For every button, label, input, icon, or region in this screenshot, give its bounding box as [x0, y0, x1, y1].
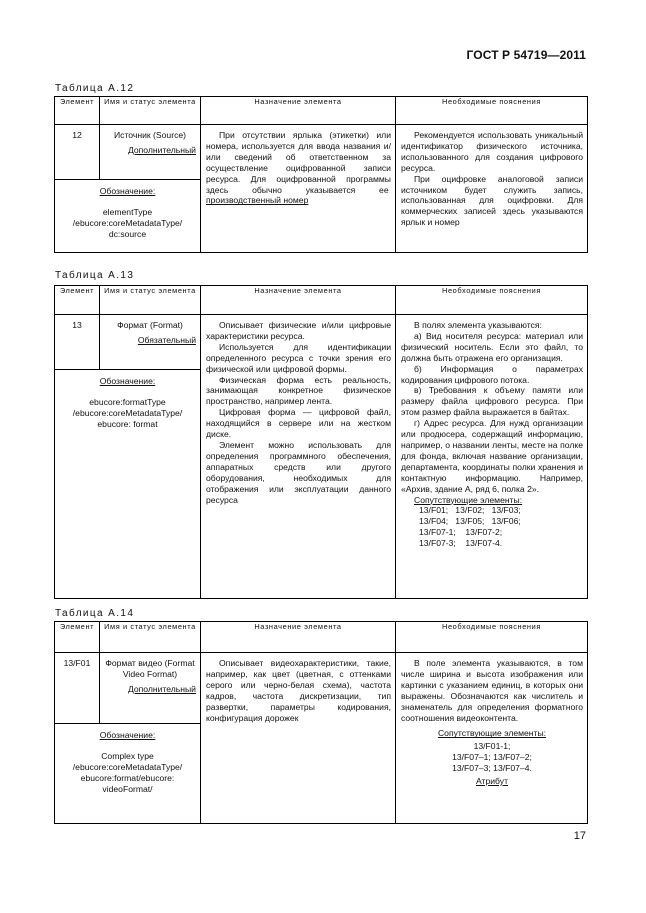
element-number: 13	[55, 315, 100, 370]
designation-label: Обозначение:	[99, 186, 156, 196]
col-header-notes: Необходимые пояснения	[396, 286, 588, 315]
purpose-paragraph: Описывает физические и/или цифровые характеристики ресурса.	[206, 320, 391, 341]
designation-value: ebucore:formatType /ebucore:coreMetadataType/ ebucore: format	[72, 396, 183, 429]
related-elements-list	[401, 505, 583, 549]
col-header-element: Элемент	[55, 622, 100, 653]
purpose-cell	[201, 125, 396, 253]
notes-paragraph: В полях элемента указываются:	[414, 320, 542, 330]
purpose-cell	[201, 315, 396, 599]
table-a14-caption: Таблица А.14	[55, 608, 135, 619]
notes-paragraph: Рекомендуется использовать уникальный идентификатор физического источника, использованного для создания цифрового ресурса.	[401, 130, 583, 173]
purpose-paragraph: Физическая форма есть реальность, занимающая конкретное физическое пространство, например лента.	[206, 374, 391, 407]
designation-value: Complex type /ebucore:coreMetadataType/ ebucore:format/ebucore: videoFormat/	[72, 750, 183, 794]
element-name: Формат (Format)	[117, 320, 183, 330]
notes-paragraph: б) Информация о параметрах кодирования цифрового потока.	[401, 363, 583, 385]
element-status: Обязательный	[137, 334, 196, 345]
notes-cell	[396, 653, 588, 824]
notes-paragraph: а) Вид носителя ресурса: материал или физический носитель. Если это файл, то должна быть отражена его организация.	[401, 330, 583, 363]
related-elements-line: 13/F07-3; 13/F07-4.	[419, 538, 503, 549]
purpose-text: Описывает видеохарактеристики, такие, например, как цвет (цветная, с оттенками серого или черно-белая схема), частота кадров, частота дискретизации, тип развертки, параметры кодирования, конфигурация дорожек	[206, 658, 391, 723]
purpose-paragraph: Элемент можно использовать для определения программного обеспечения, аппаратных средств или другого оборудования, необходимых для отображения или эксплуатации данного ресурса	[206, 439, 391, 505]
notes-paragraph: г) Адрес ресурса. Для нужд организации или продюсера, содержащий информацию, например, о названии ленты, месте на полке для фонда, включая название организации, департамента, координаты полки хранения и контактную информацию. Например, «Архив, здание А, ряд 6, полка 2».	[401, 418, 583, 494]
designation-cell	[55, 724, 201, 824]
designation-value: elementType /ebucore:coreMetadataType/ dc:source	[72, 206, 183, 239]
table-header-row	[55, 97, 588, 125]
element-name-cell	[100, 315, 201, 370]
col-header-purpose: Назначение элемента	[201, 97, 396, 125]
document-header: ГОСТ Р 54719—2011	[466, 48, 586, 62]
element-name: Формат видео (Format Video Format)	[105, 658, 195, 679]
notes-cell	[396, 315, 588, 599]
designation-cell	[55, 370, 201, 599]
related-elements-line: 13/F01-1;	[473, 741, 511, 752]
attribute-label: Атрибут	[475, 776, 509, 787]
purpose-underlined: производственный номер	[206, 195, 309, 206]
element-name-cell	[100, 653, 201, 724]
related-elements-label: Сопутствующие элементы:	[437, 728, 547, 739]
related-elements-line: 13/F07-1; 13/F07-2;	[419, 527, 503, 538]
element-status: Дополнительный	[127, 683, 196, 694]
table-a14	[54, 621, 588, 824]
col-header-purpose: Назначение элемента	[201, 622, 396, 653]
related-elements-line: 13/F04; 13/F05; 13/F06;	[419, 516, 521, 527]
page-number: 17	[573, 830, 586, 842]
notes-paragraph: в) Требования к объему памяти или размеру файла цифрового ресурса. При этом размер файла выражается в байтах.	[401, 385, 583, 418]
related-elements-line: 13/F07–1; 13/F07–2;	[452, 752, 532, 763]
element-number: 13/F01	[55, 653, 100, 724]
designation-label: Обозначение:	[99, 376, 156, 386]
table-header-row	[55, 286, 588, 315]
related-elements-line: 13/F01; 13/F02; 13/F03;	[419, 505, 521, 516]
related-elements-line: 13/F07–3; 13/F07–4.	[452, 763, 532, 774]
table-header-row	[55, 622, 588, 653]
purpose-paragraph: Цифровая форма — цифровой файл, находящийся в сервере или на жестком диске.	[206, 407, 391, 440]
table-a13	[54, 285, 588, 599]
col-header-notes: Необходимые пояснения	[396, 622, 588, 653]
notes-paragraph: В поле элемента указываются, в том числе ширина и высота изображения или картинки с указанием единиц, в которых они выражены. Обозначаются как числитель и знаменатель для определения форматного соотношения видеоконтента.	[401, 658, 583, 723]
designation-label: Обозначение:	[99, 730, 156, 740]
col-header-name-status: Имя и статус элемента	[100, 622, 201, 653]
purpose-paragraph: Используется для идентификации определенного ресурса с точки зрения его физической или цифровой формы.	[206, 341, 391, 374]
designation-cell	[55, 180, 201, 253]
related-elements-block	[401, 728, 583, 787]
table-a12-caption: Таблица А.12	[55, 83, 135, 94]
table-a13-caption: Таблица А.13	[55, 270, 135, 281]
col-header-notes: Необходимые пояснения	[396, 97, 588, 125]
purpose-text: При отсутствии ярлыка (этикетки) или номера, используется для ввода названия и/или сведений об ответственном за осуществление оцифрованной записи ресурса. Для оцифрованной программы здесь обычно указывается ее	[206, 130, 391, 195]
col-header-name-status: Имя и статус элемента	[100, 286, 201, 315]
table-a12	[54, 96, 588, 253]
col-header-purpose: Назначение элемента	[201, 286, 396, 315]
element-status: Дополнительный	[127, 144, 196, 155]
element-name-cell	[100, 125, 201, 180]
col-header-name-status: Имя и статус элемента	[100, 97, 201, 125]
notes-paragraph: При оцифровке аналоговой записи источником будет служить запись, использованная для оцифровки. Для коммерческих записей здесь указываются ярлык и номер	[401, 173, 583, 228]
col-header-element: Элемент	[55, 286, 100, 315]
related-elements-label: Сопутствующие элементы:	[414, 494, 523, 505]
purpose-cell	[201, 653, 396, 824]
element-name: Источник (Source)	[113, 130, 187, 140]
col-header-element: Элемент	[55, 97, 100, 125]
element-number: 12	[55, 125, 100, 180]
notes-cell	[396, 125, 588, 253]
